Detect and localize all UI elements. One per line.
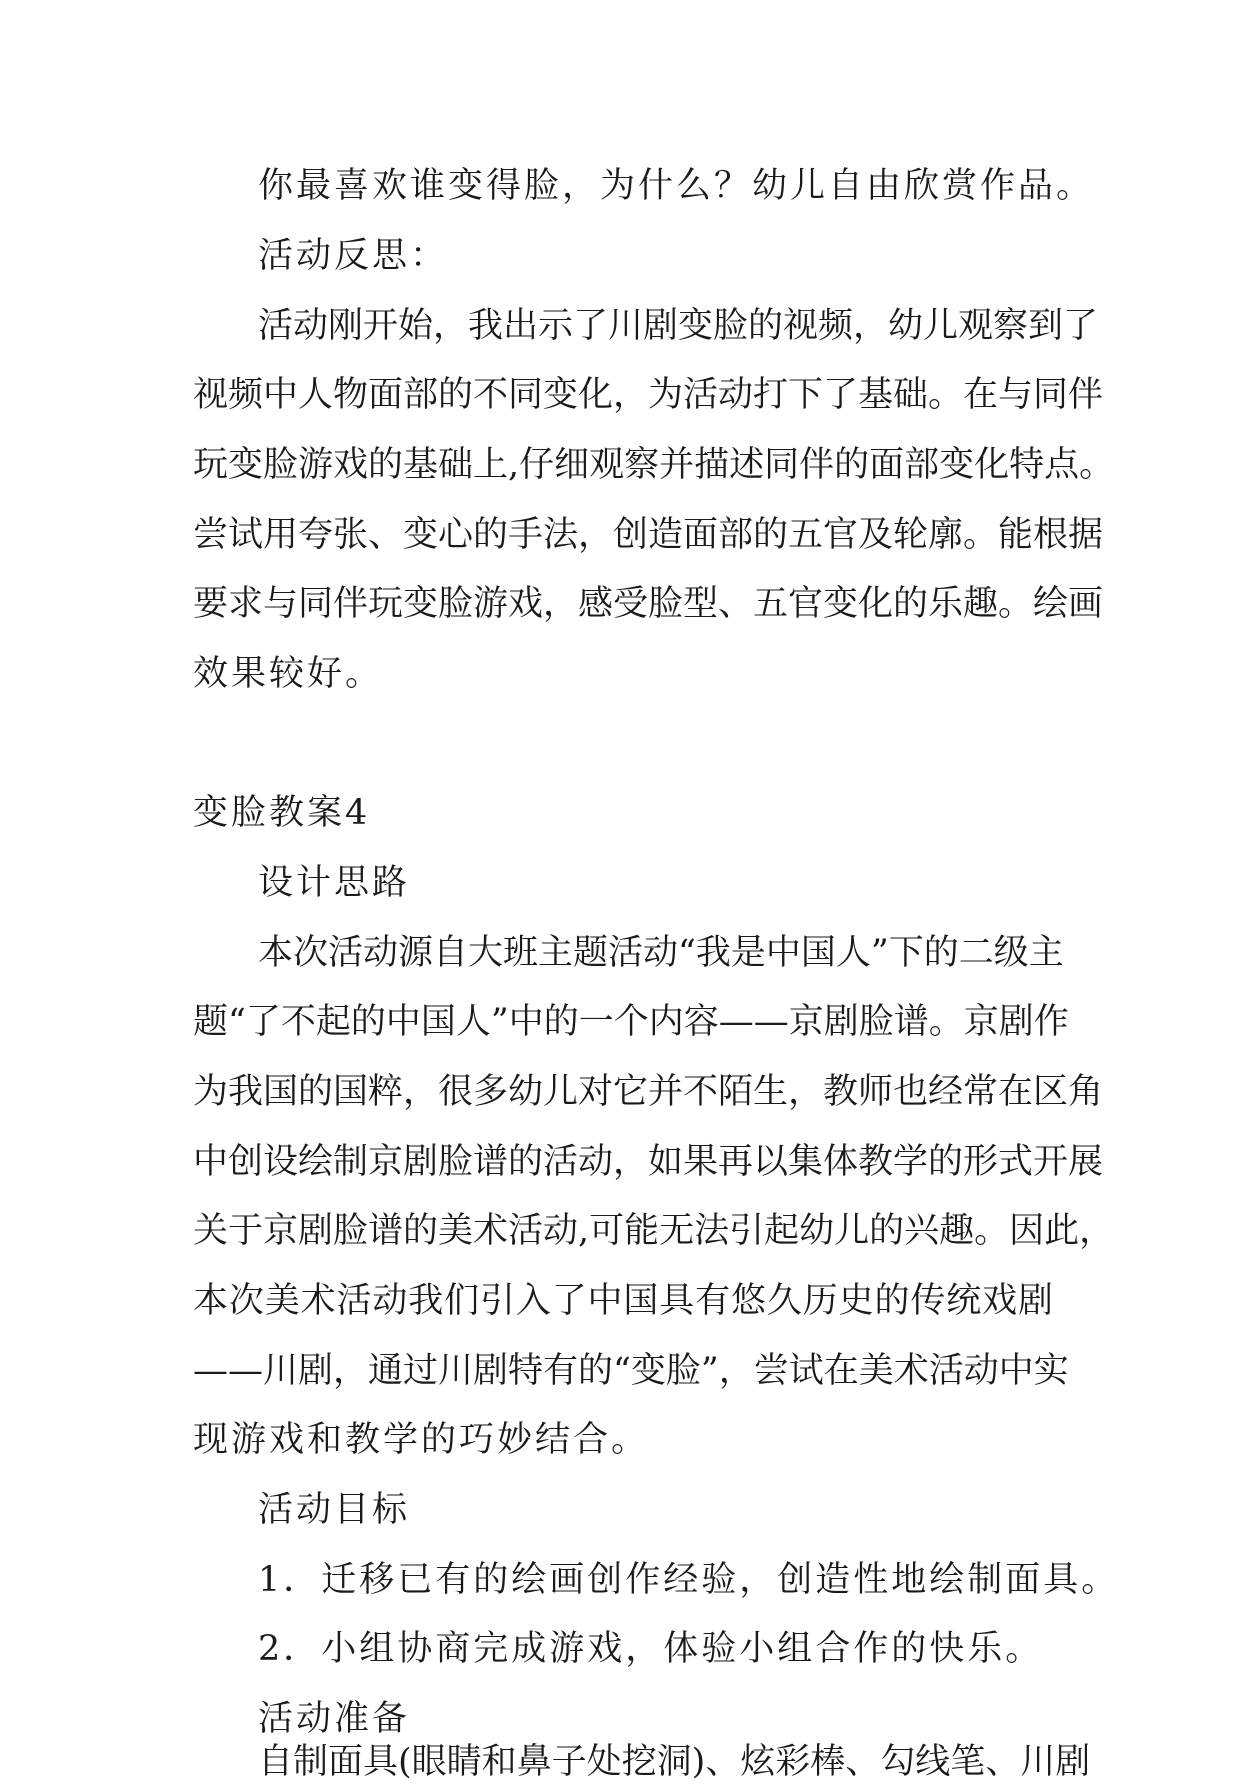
text-line: 效果较好。 [193,654,384,694]
text-line: 现游戏和教学的巧妙结合。 [193,1420,650,1460]
text-line: 玩变脸游戏的基础上,仔细观察并描述同伴的面部变化特点。 [193,445,1115,485]
text-line: 自制面具(眼睛和鼻子处挖洞)、炫彩棒、勾线笔、川剧 [258,1742,1091,1782]
subheading: 设计思路 [258,863,411,903]
text-line: 本次活动源自大班主题活动“我是中国人”下的二级主 [258,933,1064,973]
text-line: 尝试用夸张、变心的手法，创造面部的五官及轮廓。能根据 [193,515,1104,555]
text-line: 为我国的国粹，很多幼儿对它并不陌生，教师也经常在区角 [193,1072,1104,1112]
text-line: 关于京剧脸谱的美术活动,可能无法引起幼儿的兴趣。因此， [193,1211,1115,1251]
text-line: 活动反思： [258,236,449,276]
list-item: 2．小组协商完成游戏，体验小组合作的快乐。 [258,1629,1044,1669]
text-line: 你最喜欢谁变得脸，为什么？幼儿自由欣赏作品。 [258,166,1095,206]
section-heading: 变脸教案4 [193,793,371,833]
subheading: 活动准备 [258,1699,411,1739]
text-line: 本次美术活动我们引入了中国具有悠久历史的传统戏剧 [193,1281,1053,1321]
text-line: 中创设绘制京剧脸谱的活动，如果再以集体教学的形式开展 [193,1142,1104,1182]
text-line: 视频中人物面部的不同变化，为活动打下了基础。在与同伴 [193,375,1104,415]
text-line: 题“了不起的中国人”中的一个内容——京剧脸谱。京剧作 [193,1002,1069,1042]
text-line: 活动刚开始，我出示了川剧变脸的视频，幼儿观察到了 [258,306,1099,346]
subheading: 活动目标 [258,1490,411,1530]
text-line: 要求与同伴玩变脸游戏，感受脸型、五官变化的乐趣。绘画 [193,584,1104,624]
text-line: ——川剧，通过川剧特有的“变脸”，尝试在美术活动中实 [193,1351,1069,1391]
list-item: 1．迁移已有的绘画创作经验，创造性地绘制面具。 [258,1560,1120,1600]
